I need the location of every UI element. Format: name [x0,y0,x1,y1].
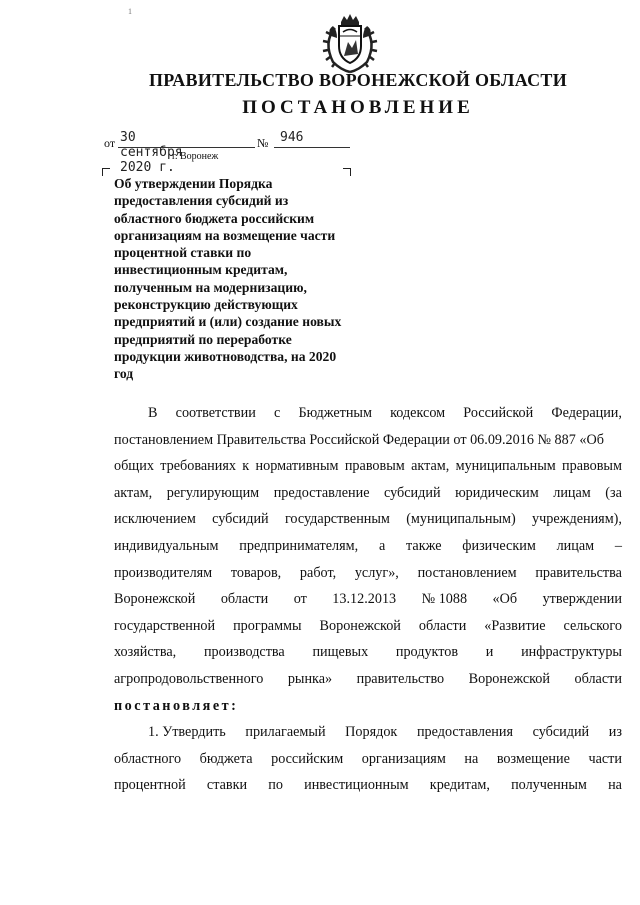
body-word: правительство [356,670,445,687]
body-line [114,453,622,480]
body-word: – [614,537,622,554]
body-word: от [293,591,307,608]
body-word: области [574,670,622,687]
body-line [114,639,622,666]
body-word: полученным [511,777,587,794]
body-word: части [588,750,622,767]
document-number: 946 [280,130,304,145]
page-mark: 1 [128,7,132,16]
body-word: актам, [411,458,450,475]
body-word: инфраструктуры [521,644,622,661]
body-word: продуктов [395,644,459,661]
body-word: юридическим [455,484,539,501]
title-line: продукции животноводства, на 2020 [114,348,337,364]
body-word: также [406,537,442,554]
body-word: российским [271,750,344,767]
body-word: нормативным [255,458,339,475]
title-line: год [114,366,134,382]
body-word: учреждениям), [532,511,622,528]
body-word: с [273,405,281,421]
title-line: Об утверждении Порядка [114,176,273,191]
body-word: предпринимателям, [239,537,359,554]
body-line [114,400,622,427]
body-line [114,427,622,454]
document-type: ПОСТАНОВЛЕНИЕ [242,97,474,118]
body-word: Бюджетным [298,405,372,421]
body-word: В [148,405,158,421]
title-line: процентной ставки по [114,245,252,261]
body-word: программы [233,617,302,634]
body-word: области [418,617,467,634]
body-word: исключением [114,511,196,528]
body-word: субсидий [212,511,269,528]
body-word: Порядок [345,724,398,741]
body-line [114,533,622,560]
resolution-title [114,175,376,383]
body-word: Федерации, [551,405,622,421]
body-word: работ, [299,564,337,581]
body-word: постановлением [417,564,517,581]
from-label: от [104,136,116,150]
body-word: индивидуальным [114,537,219,554]
body-word: 13.12.2013 [332,591,397,608]
body-word: кодексом [390,405,446,421]
body-line [114,506,622,533]
title-line: предприятий и (или) создание новых [114,314,342,330]
body-word: государственным [284,511,390,528]
body-word: к [242,458,250,475]
body-word: Воронежской [319,617,401,634]
body-word: субсидий [384,484,441,501]
title-line: областного бюджета российским [114,210,315,226]
body-line [114,719,622,746]
body-word: постановлением Правительства Российской Федерации от 06.09.2016 № 887 «Об [114,431,604,448]
date-underline [118,147,255,148]
body-word: и [485,644,494,661]
body-word: товаров, [230,564,282,581]
title-line: предоставления субсидий из [114,193,289,209]
body-word: лицам [553,484,591,501]
body-word: «Об [492,591,518,608]
body-word: процентной [114,777,186,794]
body-line [114,772,622,799]
body-word: организациям [361,750,446,767]
body-word: областного [114,750,182,767]
document-date: 30 сентября 2020 г. [120,130,183,175]
body-line [114,586,622,613]
body-word: соответствии [175,405,256,421]
body-word: прилагаемый [245,724,326,741]
body-word: кредитам, [429,777,490,794]
body-word: сельского [563,617,622,634]
body-word: постановляет: [114,697,239,714]
body-word: бюджета [199,750,253,767]
body-word: производства [203,644,285,661]
body-word: регулирующим [166,484,260,501]
corner-mark-left [102,168,110,176]
body-word: муниципальным [455,458,556,475]
body-word: на [608,777,622,794]
body-word: правовым [344,458,405,475]
body-word: государственной [114,617,216,634]
body-word: актам, [114,484,153,501]
body-word: предоставление [273,484,370,501]
title-line: предприятий по переработке [114,331,292,347]
body-word: правительства [535,564,622,581]
body-word: хозяйства, [114,644,177,661]
body-word: производителям [114,564,213,581]
body-line [114,613,622,640]
city-name: г. Воронеж [172,151,219,162]
body-line [114,480,622,507]
title-line: инвестиционным кредитам, [114,262,288,278]
body-word: возмещение [496,750,570,767]
number-label: № [257,136,269,150]
body-word: лицам [556,537,595,554]
body-word: на [464,750,479,767]
body-line [114,746,622,773]
government-name: ПРАВИТЕЛЬСТВО ВОРОНЕЖСКОЙ ОБЛАСТИ [148,70,568,90]
body-word: агропродовольственного [114,670,264,687]
title-line: реконструкцию действующих [114,297,298,313]
title-line: организациям на возмещение части [114,227,336,243]
body-word: пищевых [312,644,369,661]
body-word: физическим [462,537,536,554]
number-underline [274,147,350,148]
body-word: из [608,724,622,741]
body-word: предоставления [416,724,513,741]
body-word: утверждении [542,591,622,608]
body-word: общих [114,458,154,475]
body-word: Российской [463,405,534,421]
body-word: Воронежской [114,591,196,608]
resolution-body [114,400,622,799]
body-word: «Развитие [484,617,546,634]
body-word: ставки [206,777,248,794]
body-word: № 1088 [421,591,468,608]
body-word: а [378,537,386,554]
body-word: требованиях [160,458,236,475]
body-line [114,693,622,720]
body-word: по [268,777,283,794]
body-word: Воронежской [468,670,550,687]
body-line [114,666,622,693]
body-line [114,560,622,587]
body-word: услуг», [354,564,399,581]
body-word: (за [605,484,622,501]
body-word: рынка» [287,670,333,687]
body-word: 1. Утвердить [148,724,226,741]
body-word: субсидий [532,724,590,741]
coat-of-arms-icon [317,12,383,76]
body-word: области [220,591,269,608]
title-line: полученным на модернизацию, [114,279,307,295]
body-word: инвестиционным [304,777,409,794]
body-word: правовым [562,458,622,475]
body-word: (муниципальным) [406,511,516,528]
